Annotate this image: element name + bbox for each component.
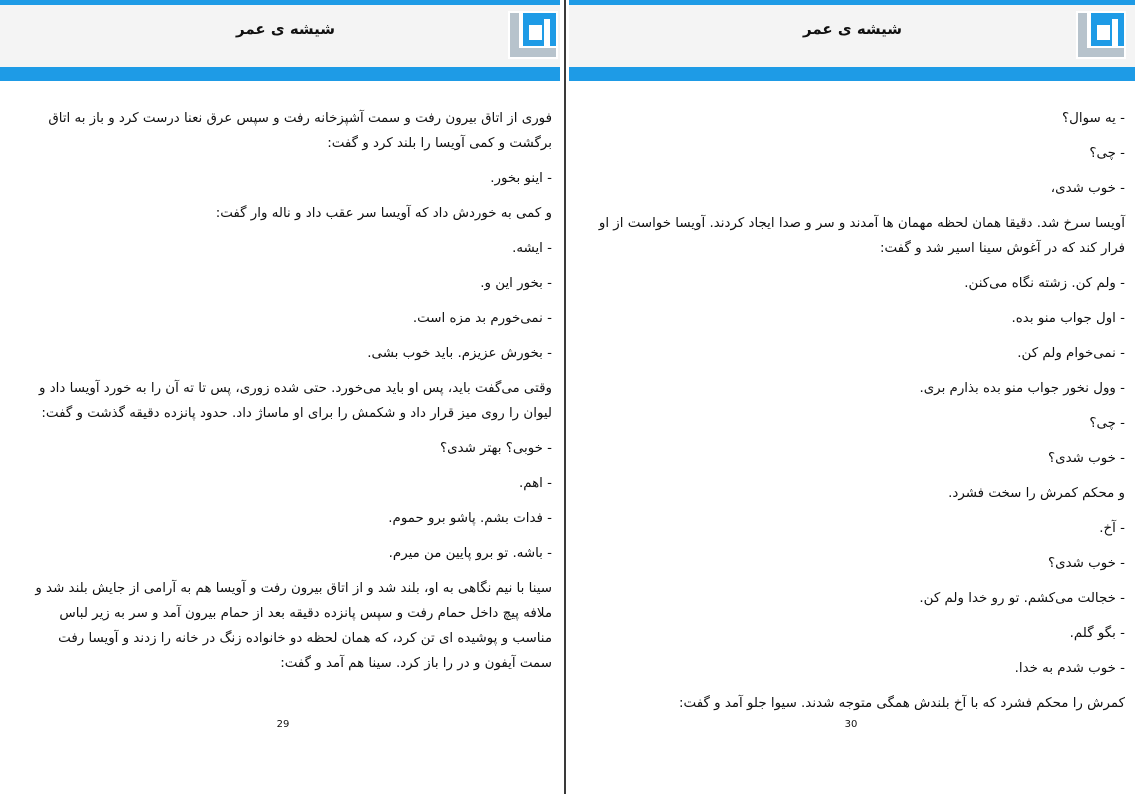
paragraph: - خوب شدم به خدا.: [1014, 661, 1125, 676]
paragraph: - اینو بخور.: [490, 171, 552, 186]
paragraph: - وول نخور جواب منو بده بذارم بری.: [919, 381, 1125, 396]
paragraph: و کمی به خوردش داد که آویسا سر عقب داد و ناله وار گفت:: [215, 206, 552, 221]
paragraph: - نمی‌خوام ولم کن.: [1017, 346, 1125, 361]
paragraph: - باشه. تو برو پایین من میرم.: [388, 546, 552, 561]
paragraph: - چی؟: [1089, 416, 1125, 431]
page-body-text: [28, 106, 552, 686]
paragraph: وقتی می‌گفت باید، پس او باید می‌خورد. حتی شده زوری، پس تا ته آن را به خورد آویسا داد و لیوان را روی میز قرار داد و شکمش را برای او ماساژ داد. حدود پانزده دقیقه گذشت و گفت:: [38, 381, 552, 421]
page-title: شیشه ی عمر: [236, 20, 336, 38]
paragraph: فوری از اتاق بیرون رفت و سمت آشپزخانه رفت و سپس عرق نعنا درست کرد و باز به اتاق برگشت و کمی آویسا را بلند کرد و گفت:: [48, 111, 552, 151]
paragraph: - خوب شدی؟: [1048, 556, 1125, 571]
paragraph: - ایشه.: [512, 241, 552, 256]
book-logo-icon: [508, 11, 558, 59]
page-body-text: [585, 106, 1125, 726]
page-divider: [564, 0, 566, 794]
paragraph: - خوب شدی؟: [1048, 451, 1125, 466]
book-logo-icon: [1076, 11, 1126, 59]
paragraph: - خجالت می‌کشم. تو رو خدا ولم کن.: [919, 591, 1125, 606]
paragraph: - چی؟: [1089, 146, 1125, 161]
book-page-right: [569, 0, 1135, 794]
paragraph: - یه سوال؟: [1062, 111, 1125, 126]
paragraph: و محکم کمرش را سخت فشرد.: [948, 486, 1125, 501]
page-number: 29: [276, 719, 290, 730]
page-title: شیشه ی عمر: [803, 20, 903, 38]
paragraph: - اهم.: [518, 476, 552, 491]
paragraph: - خوبی؟ بهتر شدی؟: [440, 441, 552, 456]
paragraph: - خوب شدی،: [1050, 181, 1125, 196]
page-number: 30: [844, 719, 858, 730]
paragraph: - فدات بشم. پاشو برو حموم.: [388, 511, 552, 526]
paragraph: - اول جواب منو بده.: [1011, 311, 1125, 326]
paragraph: - بخورش عزیزم. باید خوب بشی.: [367, 346, 552, 361]
book-page-left: [0, 0, 560, 794]
paragraph: - نمی‌خورم بد مزه است.: [412, 311, 552, 326]
paragraph: کمرش را محکم فشرد که با آخ بلندش همگی متوجه شدند. سیوا جلو آمد و گفت:: [679, 696, 1125, 711]
header-accent-band: [0, 67, 560, 81]
header-accent-band: [569, 67, 1135, 81]
paragraph: آویسا سرخ شد. دقیقا همان لحظه مهمان ها آمدند و سر و صدا ایجاد کردند. آویسا خواست از او فرار کند که در آغوش سینا اسیر شد و گفت:: [598, 216, 1125, 256]
paragraph: سینا با نیم نگاهی به او، بلند شد و از اتاق بیرون رفت و آویسا هم به آرامی از جایش بلند شد و ملافه پیچ داخل حمام رفت و سپس پانزده دقیقه بعد از حمام بیرون آمد و سر به زیر لباس مناسب و پوشیده ای تن کرد، که همان لحظه دو خانواده زنگ در خانه را زدند و آویسا رفت سمت آیفون و در را باز کرد. سینا هم آمد و گفت:: [35, 581, 552, 671]
paragraph: - ولم کن. زشته نگاه می‌کنن.: [964, 276, 1125, 291]
paragraph: - بگو گلم.: [1069, 626, 1125, 641]
paragraph: - بخور این و.: [480, 276, 552, 291]
paragraph: - آخ.: [1099, 521, 1125, 536]
